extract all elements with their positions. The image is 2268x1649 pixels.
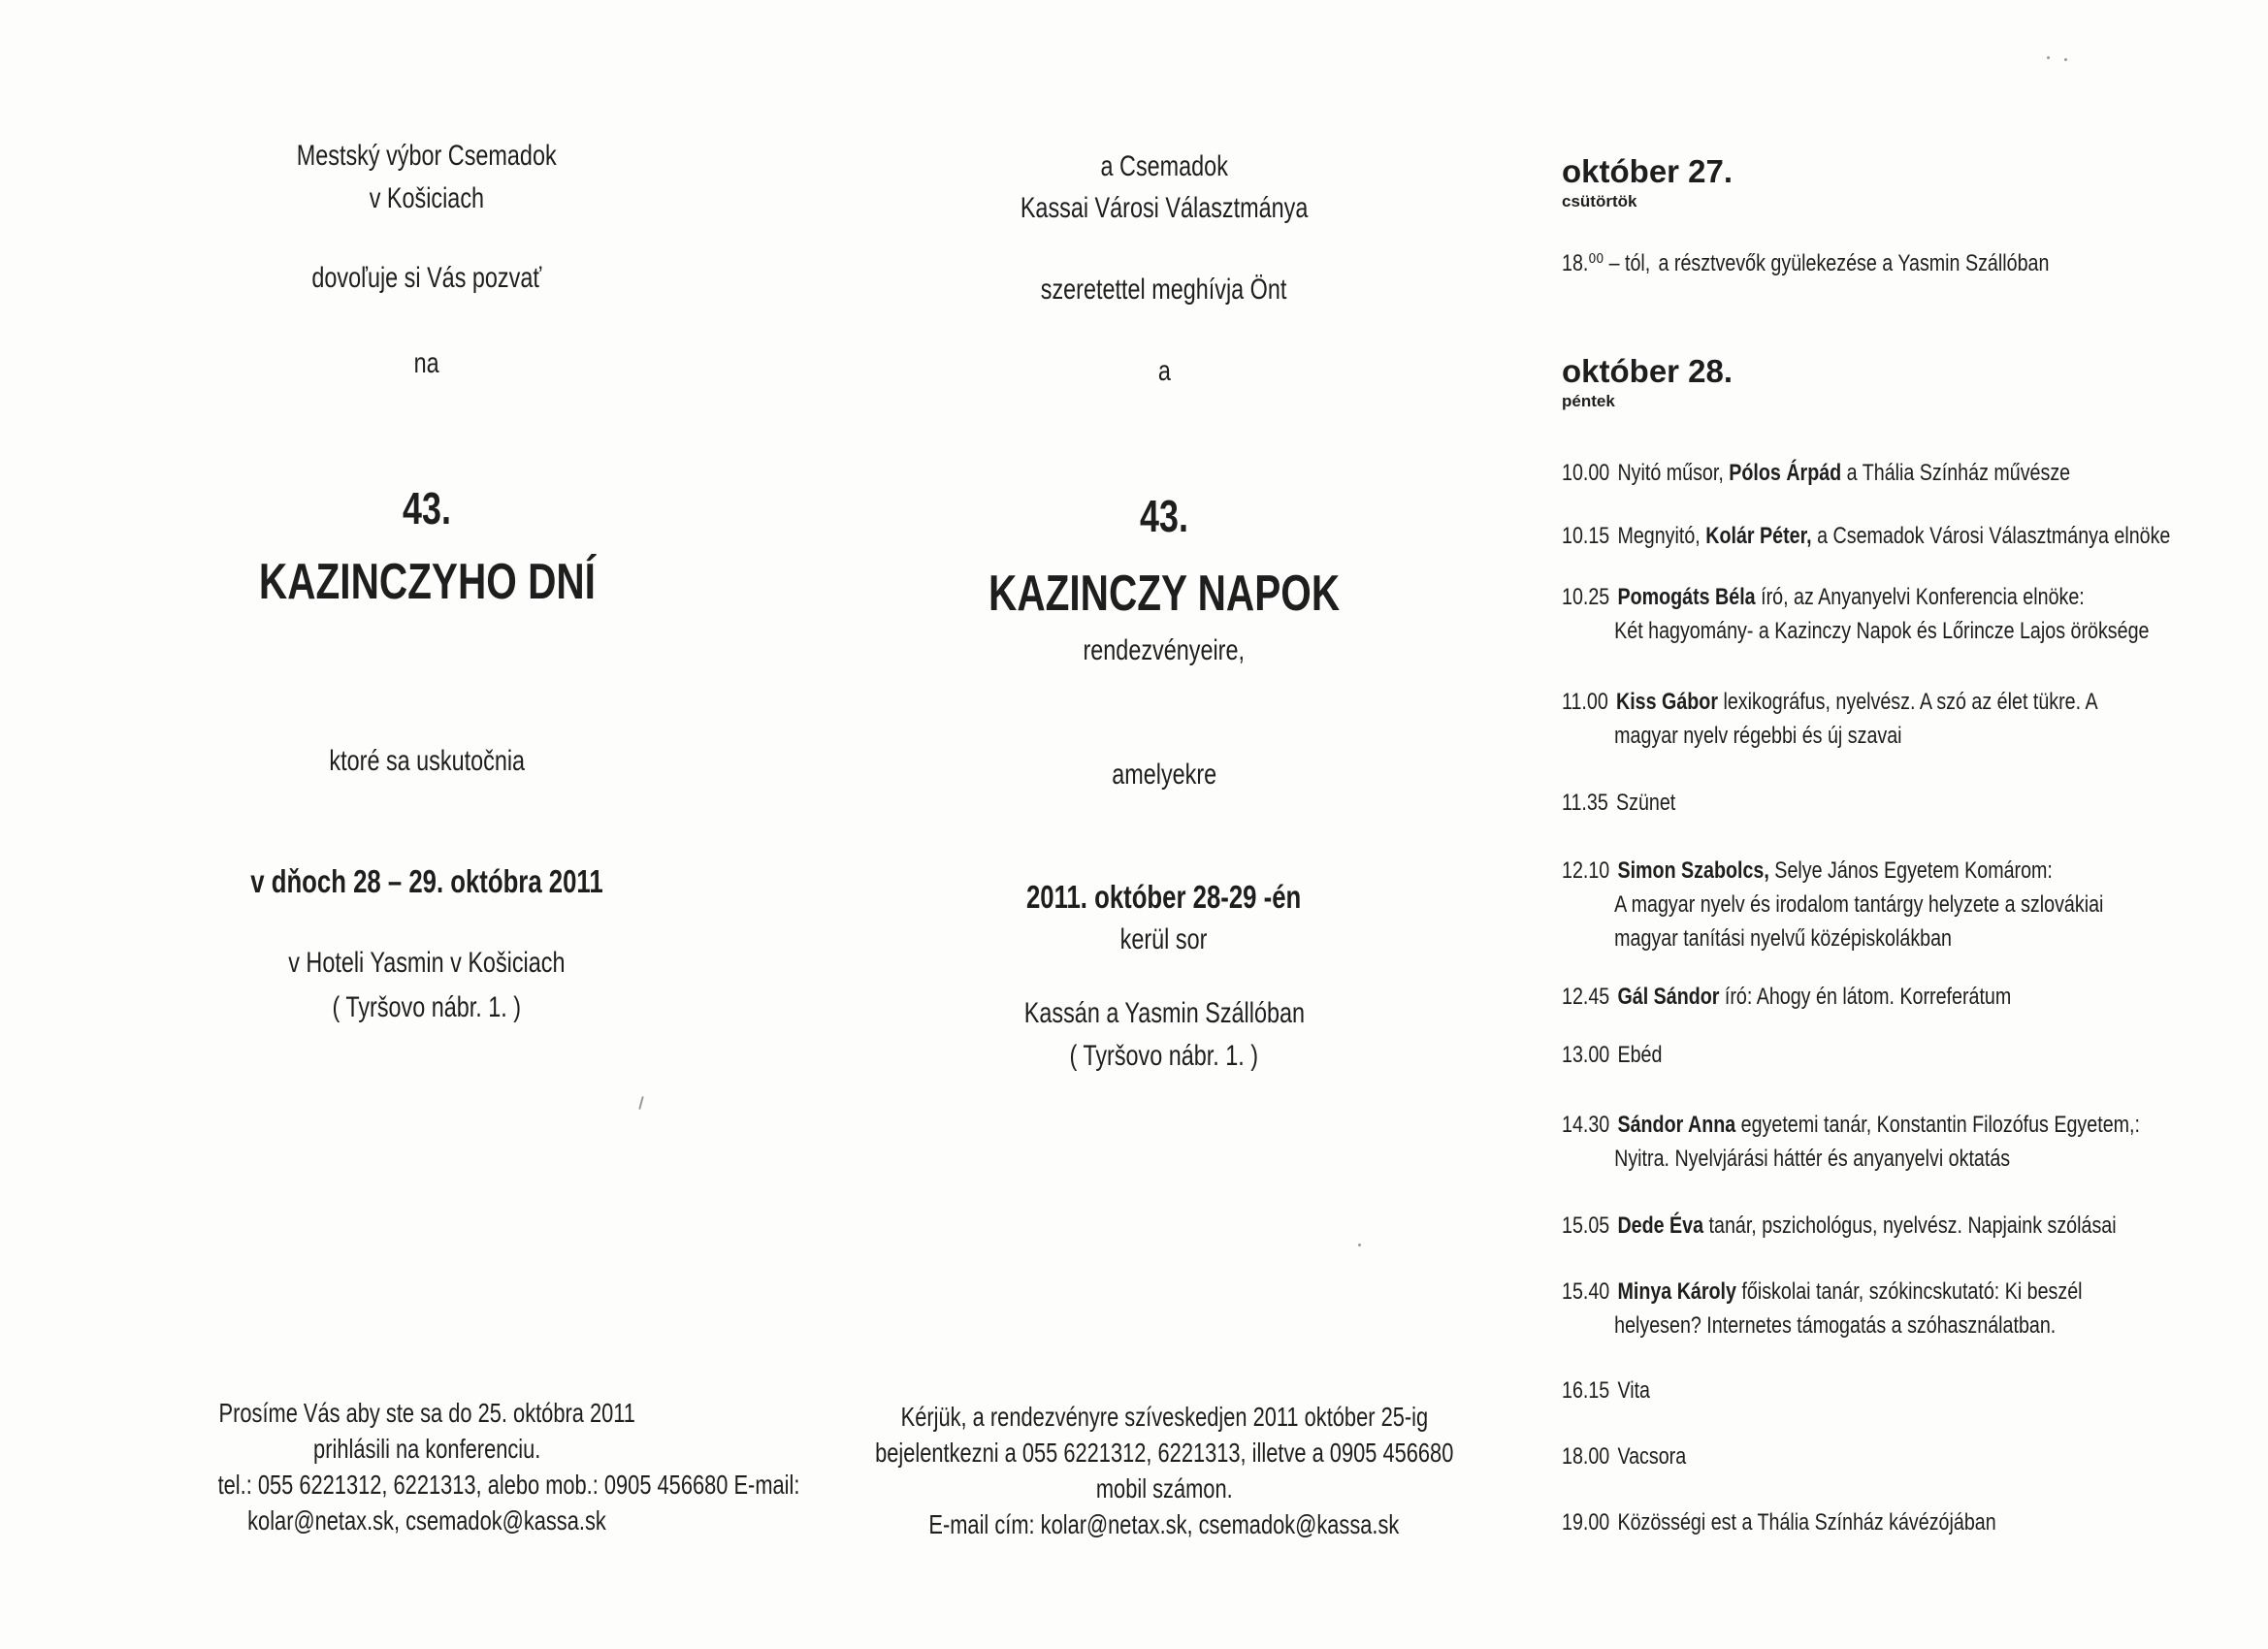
left-org-line2: v Košiciach xyxy=(369,182,485,214)
schedule-text: Szünet xyxy=(1615,790,1676,816)
schedule-row xyxy=(1562,1209,2221,1243)
schedule-text: Vita xyxy=(1617,1377,1651,1404)
mid-note-line4: E-mail cím: kolar@netax.sk, csemadok@kassa.sk xyxy=(928,1509,1400,1539)
mid-which-text: amelyekre xyxy=(1112,759,1216,791)
left-which-text: ktoré sa uskutočnia xyxy=(329,745,525,777)
mid-on-text: a xyxy=(1157,355,1171,387)
left-org-line1: Mestský výbor Csemadok xyxy=(297,140,557,172)
speaker-name: Dede Éva xyxy=(1617,1212,1704,1239)
schedule-row xyxy=(1562,685,2221,753)
schedule-continuation: magyar nyelv régebbi és új szavai xyxy=(1614,723,1902,749)
left-note-line4: kolar@netax.sk, csemadok@kassa.sk xyxy=(247,1505,606,1536)
schedule-row xyxy=(1562,1374,2221,1407)
schedule-text: tanár, pszichológus, nyelvész. Napjaink szólásai xyxy=(1708,1212,2117,1239)
mid-held-text: kerül sor xyxy=(1120,923,1208,955)
schedule-row xyxy=(1562,980,2221,1014)
schedule-time: 12.10 xyxy=(1562,857,1610,884)
schedule-prefix: Nyitó műsor, xyxy=(1617,460,1724,486)
mid-org-line2: Kassai Városi Választmánya xyxy=(1020,192,1309,224)
left-invite-text: dovoľuje si Vás pozvať xyxy=(311,262,542,294)
schedule-time: 10.25 xyxy=(1562,584,1610,610)
left-event-title: KAZINCZYHO DNÍ xyxy=(258,554,596,610)
middle-panel xyxy=(825,0,1504,1649)
mid-org-line1: a Csemadok xyxy=(1100,150,1228,182)
schedule-time: 19.00 xyxy=(1562,1509,1610,1536)
day2-header xyxy=(1562,353,1733,411)
schedule-prefix: Megnyitó, xyxy=(1617,523,1701,549)
schedule-row xyxy=(1562,1505,2221,1539)
schedule-row xyxy=(1562,519,2221,553)
mid-note-line1: Kérjük, a rendezvényre szíveskedjen 2011 október 25-ig xyxy=(900,1402,1428,1432)
schedule-time: 18.00 xyxy=(1562,1443,1610,1470)
left-note-line2: prihlásili na konferenciu. xyxy=(312,1434,541,1464)
schedule-text: író: Ahogy én látom. Korreferátum xyxy=(1724,984,2012,1010)
day1-header xyxy=(1562,153,1733,211)
schedule-row xyxy=(1562,854,2221,955)
day2-title: október 28. xyxy=(1562,353,1733,389)
speaker-name: Pomogáts Béla xyxy=(1617,584,1756,610)
schedule-text: a Csemadok Városi Választmánya elnöke xyxy=(1817,523,2171,549)
schedule-row xyxy=(1562,786,2221,820)
schedule-text: Selye János Egyetem Komárom: xyxy=(1774,857,2053,884)
speaker-name: Kiss Gábor xyxy=(1615,689,1718,715)
speaker-name: Kolár Péter, xyxy=(1705,523,1812,549)
schedule-text: Közösségi est a Thália Színház kávézójában xyxy=(1617,1509,1996,1536)
schedule-continuation: A magyar nyelv és irodalom tantárgy helyzete a szlovákiai xyxy=(1614,891,2104,918)
schedule-time: 10.15 xyxy=(1562,523,1610,549)
schedule-time: 18.⁰⁰ – tól, xyxy=(1562,250,1651,276)
left-event-dates: v dňoch 28 – 29. októbra 2011 xyxy=(250,863,603,899)
schedule-row xyxy=(1562,1275,2221,1342)
day1-weekday: csütörtök xyxy=(1562,192,1637,210)
schedule-continuation-2: magyar tanítási nyelvű középiskolákban xyxy=(1614,925,1952,952)
schedule-continuation: Két hagyomány- a Kazinczy Napok és Lőrincze Lajos öröksége xyxy=(1614,618,2150,644)
schedule-time: 13.00 xyxy=(1562,1042,1610,1068)
schedule-row xyxy=(1562,246,2221,280)
schedule-continuation: Nyitra. Nyelvjárási háttér és anyanyelvi oktatás xyxy=(1614,1146,2011,1172)
schedule-time: 10.00 xyxy=(1562,460,1610,486)
schedule-time: 11.35 xyxy=(1562,790,1608,816)
mid-to-events-text: rendezvényeire, xyxy=(1083,634,1246,666)
left-event-number: 43. xyxy=(403,483,451,534)
schedule-row xyxy=(1562,1108,2221,1176)
schedule-time: 16.15 xyxy=(1562,1377,1610,1404)
speaker-name: Minya Károly xyxy=(1617,1278,1736,1305)
schedule-text: lexikográfus, nyelvész. A szó az élet tükre. A xyxy=(1723,689,2098,715)
left-venue-line1: v Hoteli Yasmin v Košiciach xyxy=(288,947,566,979)
mid-event-title: KAZINCZY NAPOK xyxy=(988,566,1341,622)
left-note-line3: tel.: 055 6221312, 6221313, alebo mob.: 0905 456680 E-mail: xyxy=(217,1470,800,1500)
schedule-time: 15.05 xyxy=(1562,1212,1610,1239)
day2-weekday: péntek xyxy=(1562,392,1615,410)
left-on-text: na xyxy=(413,347,440,379)
mid-invite-text: szeretettel meghívja Önt xyxy=(1041,274,1287,306)
mid-note-line3: mobil számon. xyxy=(1095,1473,1233,1504)
schedule-row xyxy=(1562,1439,2221,1473)
mid-event-dates: 2011. október 28-29 -én xyxy=(1026,879,1302,915)
left-panel xyxy=(175,0,800,1649)
mid-venue-line1: Kassán a Yasmin Szállóban xyxy=(1023,997,1305,1029)
schedule-text: író, az Anyanyelvi Konferencia elnöke: xyxy=(1761,584,2085,610)
mid-venue-line2: ( Tyršovo nábr. 1. ) xyxy=(1069,1040,1259,1072)
schedule-time: 11.00 xyxy=(1562,689,1608,715)
mid-event-number: 43. xyxy=(1140,491,1188,541)
schedule-row xyxy=(1562,1038,2221,1072)
scan-speck xyxy=(2064,58,2067,61)
schedule-row xyxy=(1562,580,2221,648)
speaker-name: Gál Sándor xyxy=(1617,984,1720,1010)
schedule-row xyxy=(1562,456,2221,490)
left-note-line1: Prosíme Vás aby ste sa do 25. októbra 2011 xyxy=(218,1398,635,1428)
schedule-time: 12.45 xyxy=(1562,984,1610,1010)
speaker-name: Pólos Árpád xyxy=(1729,460,1842,486)
speaker-name: Simon Szabolcs, xyxy=(1617,857,1769,884)
speaker-name: Sándor Anna xyxy=(1617,1112,1736,1138)
scan-speck xyxy=(2047,56,2050,59)
schedule-time: 15.40 xyxy=(1562,1278,1610,1305)
left-venue-line2: ( Tyršovo nábr. 1. ) xyxy=(332,991,522,1023)
schedule-text: egyetemi tanár, Konstantin Filozófus Egyetem,: xyxy=(1740,1112,2140,1138)
day1-title: október 27. xyxy=(1562,153,1733,189)
schedule-text: a résztvevők gyülekezése a Yasmin Szállóban xyxy=(1658,250,2050,276)
schedule-text: főiskolai tanár, szókincskutató: Ki beszél xyxy=(1741,1278,2083,1305)
schedule-text: a Thália Színház művésze xyxy=(1846,460,2071,486)
schedule-continuation: helyesen? Internetes támogatás a szóhasználatban. xyxy=(1614,1312,2057,1339)
mid-note-line2: bejelentkezni a 055 6221312, 6221313, illetve a 0905 456680 xyxy=(874,1438,1454,1468)
schedule-text: Vacsora xyxy=(1617,1443,1687,1470)
schedule-text: Ebéd xyxy=(1617,1042,1663,1068)
schedule-time: 14.30 xyxy=(1562,1112,1610,1138)
scan-speck xyxy=(1358,1244,1361,1246)
